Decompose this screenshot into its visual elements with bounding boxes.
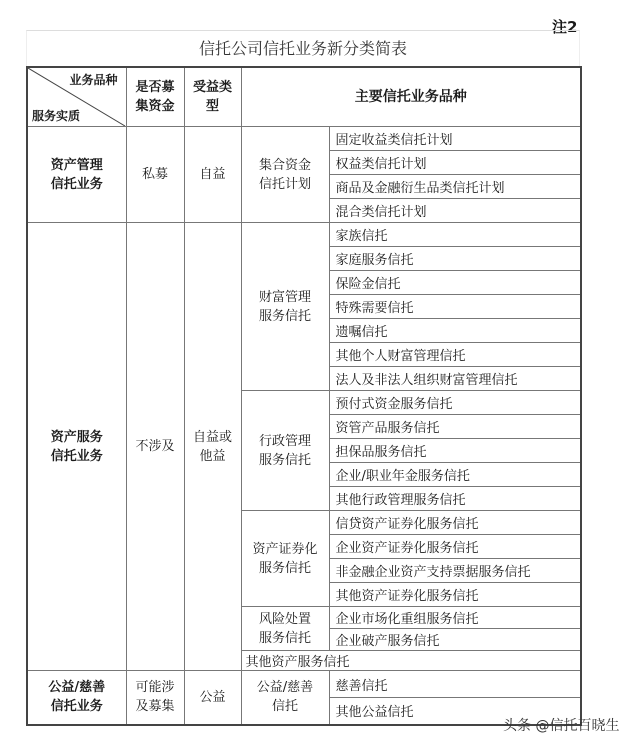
product-item: 家庭服务信托 — [329, 247, 581, 271]
header-raise-funds: 是否募 集资金 — [126, 67, 184, 127]
product-item: 企业市场化重组服务信托 — [329, 607, 581, 629]
pw-sub-category: 公益/慈善 信托 — [241, 671, 329, 725]
product-item: 企业/职业年金服务信托 — [329, 463, 581, 487]
product-item: 其他个人财富管理信托 — [329, 343, 581, 367]
product-item: 权益类信托计划 — [329, 151, 581, 175]
risk-sub-category: 风险处置 服务信托 — [241, 607, 329, 651]
product-item: 企业资产证券化服务信托 — [329, 535, 581, 559]
header-main-products: 主要信托业务品种 — [241, 67, 581, 127]
product-item: 资管产品服务信托 — [329, 415, 581, 439]
product-item: 其他行政管理服务信托 — [329, 487, 581, 511]
table-row — [27, 671, 581, 698]
product-item: 遗嘱信托 — [329, 319, 581, 343]
header-service-nature: 服务实质 — [32, 109, 81, 123]
header-row — [27, 67, 581, 127]
product-item: 慈善信托 — [329, 671, 581, 698]
table-title: 信托公司信托业务新分类简表 — [26, 30, 580, 66]
group-asset-management: 资产管理 信托业务 — [27, 127, 126, 223]
other-asset-service: 其他资产服务信托 — [241, 651, 581, 671]
group-asset-service: 资产服务 信托业务 — [27, 223, 126, 671]
product-item: 家族信托 — [329, 223, 581, 247]
diagonal-header-cell — [27, 67, 126, 127]
product-item: 混合类信托计划 — [329, 199, 581, 223]
pw-raise: 可能涉 及募集 — [126, 671, 184, 725]
as-benefit: 自益或 他益 — [184, 223, 241, 671]
product-item: 其他资产证券化服务信托 — [329, 583, 581, 607]
watermark: 头条 @信托百晓生 — [503, 718, 620, 734]
group-public-welfare: 公益/慈善 信托业务 — [27, 671, 126, 725]
product-item: 企业破产服务信托 — [329, 629, 581, 651]
product-item: 保险金信托 — [329, 271, 581, 295]
table-row — [27, 127, 581, 151]
am-sub-category: 集合资金 信托计划 — [241, 127, 329, 223]
pw-benefit: 公益 — [184, 671, 241, 725]
trust-classification-table — [26, 66, 582, 726]
am-benefit: 自益 — [184, 127, 241, 223]
product-item: 法人及非法人组织财富管理信托 — [329, 367, 581, 391]
wealth-sub-category: 财富管理 服务信托 — [241, 223, 329, 391]
am-raise: 私募 — [126, 127, 184, 223]
as-raise: 不涉及 — [126, 223, 184, 671]
product-item: 商品及金融衍生品类信托计划 — [329, 175, 581, 199]
header-benefit-type: 受益类 型 — [184, 67, 241, 127]
securitization-sub-category: 资产证券化 服务信托 — [241, 511, 329, 607]
product-item: 担保品服务信托 — [329, 439, 581, 463]
note-label: 注2 — [552, 18, 578, 36]
product-item: 信贷资产证券化服务信托 — [329, 511, 581, 535]
product-item: 非金融企业资产支持票据服务信托 — [329, 559, 581, 583]
product-item: 特殊需要信托 — [329, 295, 581, 319]
header-business-type: 业务品种 — [69, 73, 118, 87]
product-item: 其他公益信托 — [329, 698, 581, 725]
product-item: 固定收益类信托计划 — [329, 127, 581, 151]
admin-sub-category: 行政管理 服务信托 — [241, 391, 329, 511]
table-row — [27, 223, 581, 247]
product-item: 预付式资金服务信托 — [329, 391, 581, 415]
